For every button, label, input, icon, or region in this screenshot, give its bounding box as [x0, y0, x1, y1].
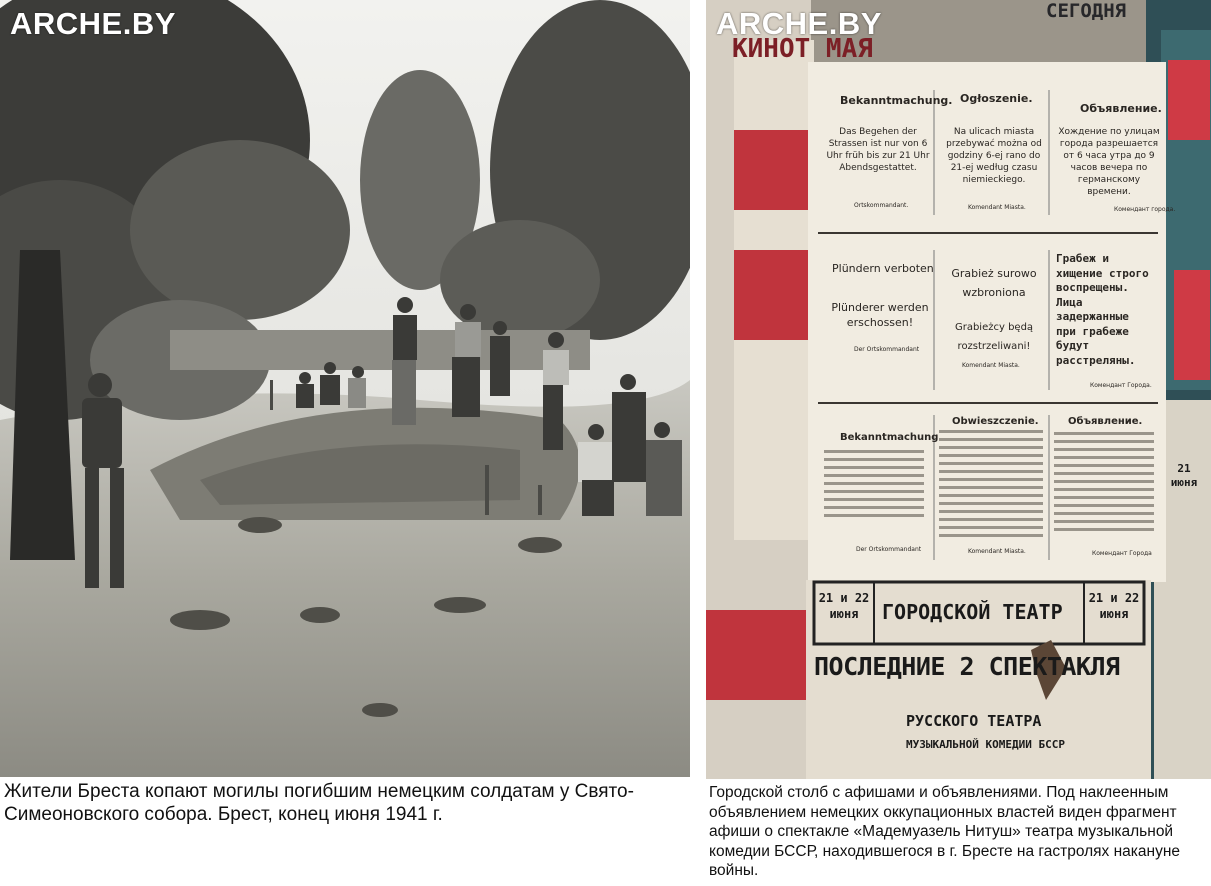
side-date: 21 июня [1170, 462, 1198, 489]
left-photo [0, 0, 690, 777]
notice-sign-ru: Комендант города. [1114, 206, 1176, 213]
notice-sign-de: Ortskommandant. [854, 202, 909, 209]
notice-plunder-pl-1: Grabież surowo wzbroniona [951, 267, 1037, 299]
poster-dates-left: 21 и 22 июня [818, 591, 870, 621]
notice3-title-pl: Obwieszczenie. [952, 416, 1039, 427]
poster-top-text-2: КИНОТ МАЯ [732, 34, 873, 64]
notice-plunder-ru: Грабеж и хищение строго воспрещены. Лица задержанные при грабеже будут расстреляны. [1056, 252, 1149, 367]
left-caption: Жители Бреста копают могилы погибшим немецким солдатам у Свято-Симеоновского собора. Брест, конец июня 1941 г. [4, 781, 634, 825]
notice-title-ru: Объявление. [1080, 102, 1162, 115]
notice-plunder-pl-2: Grabieżcy będą rozstrzeliwani! [954, 322, 1034, 352]
poster-sub1: РУССКОГО ТЕАТРА [906, 712, 1042, 730]
poster-dates-right: 21 и 22 июня [1088, 591, 1140, 621]
poster-top-text: СЕГОДНЯ [1046, 0, 1127, 22]
notice3-title-ru: Объявление. [1068, 416, 1143, 427]
poster-headline: ПОСЛЕДНИЕ 2 СПЕКТАКЛЯ [814, 652, 1120, 681]
notice-text-de: Das Begehen der Strassen ist nur von 6 Uhr früh bis zur 21 Uhr Abendsgestattet. [826, 127, 930, 173]
watermark-logo: ARCHE.BY [716, 6, 882, 41]
notice3-title-de: Bekanntmachung [840, 432, 939, 443]
poster-sub2: МУЗЫКАЛЬНОЙ КОМЕДИИ БССР [906, 738, 1065, 751]
right-photo [706, 0, 1211, 779]
notice-plunder-ru-sign: Комендант Города. [1090, 382, 1152, 389]
gravedigging-photo [0, 0, 690, 777]
notice-sign-pl: Komendant Miasta. [968, 204, 1026, 211]
right-caption: Городской столб с афишами и объявлениями. Под наклеенным объявлением немецких оккупационных властей виден фрагмент афиши о спектакле «Мадемуазель Нитуш» театра музыкальной комедии БССР, находившегося в г. Бресте на гастролях накануне войны. [709, 784, 1181, 879]
notice3-sign-pl: Komendant Miasta. [968, 548, 1026, 555]
notice-plunder-de-1: Plündern verboten [832, 262, 934, 275]
notice-plunder-pl-sign: Komendant Miasta. [962, 362, 1020, 369]
poster-theatre: ГОРОДСКОЙ ТЕАТР [882, 600, 1063, 624]
notice-title-de: Bekanntmachung. [840, 94, 953, 107]
notice-text-pl: Na ulicach miasta przebywać można od godziny 6-ej rano do 21-ej według czasu niemieckiego. [946, 127, 1042, 185]
notice-plunder-de-2: Plünderer werden erschossen! [831, 301, 929, 329]
notice-text-ru: Хождение по улицам города разрешается от 6 часа утра до 9 часов вечера по германскому времени. [1058, 127, 1160, 197]
notice-title-pl: Ogłoszenie. [960, 92, 1033, 105]
notice3-sign-de: Der Ortskommandant [856, 546, 922, 553]
notice3-sign-ru: Комендант Города [1092, 550, 1152, 557]
watermark-logo: ARCHE.BY [10, 6, 176, 41]
notice-plunder-de-sign: Der Ortskommandant [854, 346, 920, 353]
